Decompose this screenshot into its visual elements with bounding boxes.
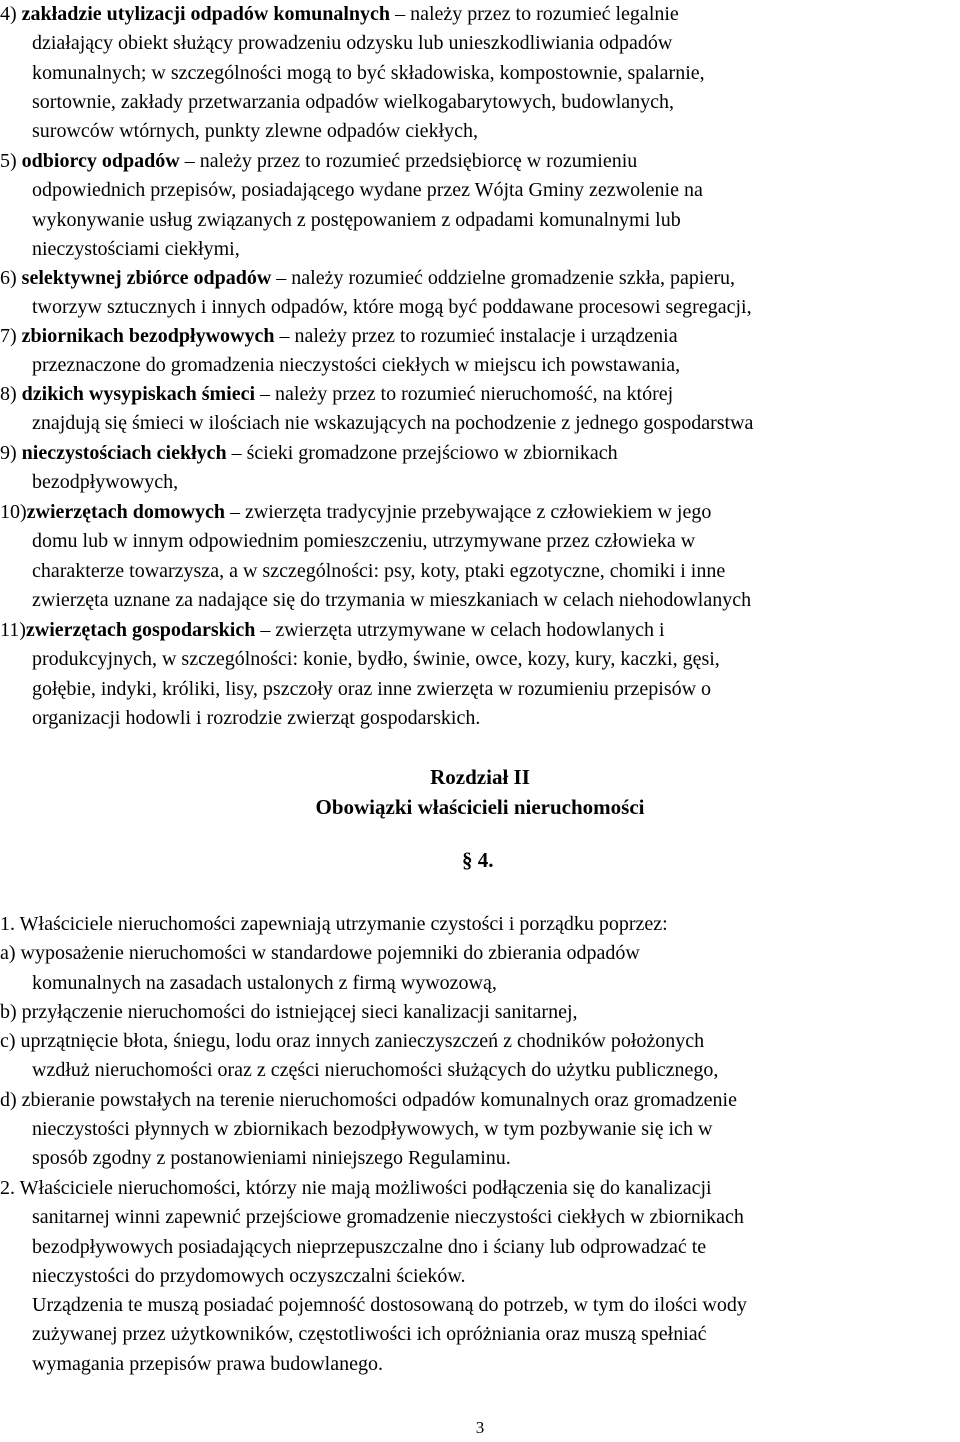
definition-line: zwierzęta uznane za nadające się do trzymania w mieszkaniach w celach niehodowlanych [32, 588, 752, 611]
definition-term: zbiornikach bezodpływowych [21, 325, 275, 347]
chapter-title: Rozdział II [430, 765, 530, 789]
definition-term: zwierzętach domowych [26, 501, 225, 523]
definition-term: zwierzętach gospodarskich [25, 619, 256, 641]
list-item-c-cont: wzdłuż nieruchomości oraz z części nieruchomości służących do użytku publicznego, [32, 1059, 719, 1082]
definition-item-11 [0, 616, 960, 733]
list-item-a-cont: komunalnych na zasadach ustalonych z firmą wywozową, [32, 971, 497, 994]
paragraph-line: bezodpływowych posiadających nieprzepuszczalne dno i ściany lub odprowadzać te [32, 1235, 707, 1258]
definition-item-4 [0, 0, 960, 146]
list-item-d-cont: nieczystości płynnych w zbiornikach bezodpływowych, w tym pozbywanie się ich w [32, 1118, 713, 1141]
definition-line: działający obiekt służący prowadzeniu odzysku lub unieszkodliwiania odpadów [32, 32, 673, 55]
paragraph-line: sanitarnej winni zapewnić przejściowe gromadzenie nieczystości ciekłych w zbiornikach [32, 1206, 744, 1229]
definition-item-10 [0, 498, 960, 615]
definition-number: 5) [0, 150, 17, 172]
definition-term: odbiorcy odpadów [21, 150, 180, 172]
definition-number: 4) [0, 3, 17, 25]
list-item-b: b) przyłączenie nieruchomości do istniejącej sieci kanalizacji sanitarnej, [0, 1000, 578, 1023]
definition-line: bezodpływowych, [32, 471, 179, 494]
definition-line: produkcyjnych, w szczególności: konie, bydło, świnie, owce, kozy, kury, kaczki, gęsi, [32, 648, 720, 671]
definition-line: gołębie, indyki, króliki, lisy, pszczoły oraz inne zwierzęta w rozumieniu przepisów o [32, 677, 712, 700]
definition-number: 11) [0, 619, 26, 641]
paragraph-line: nieczystości do przydomowych oczyszczalni ścieków. [32, 1264, 466, 1287]
definition-line: wykonywanie usług związanych z postępowaniem z odpadami komunalnymi lub [32, 208, 681, 231]
definition-line: domu lub w innym odpowiednim pomieszczeniu, utrzymywane przez człowieka w [32, 530, 696, 553]
definition-line: komunalnych; w szczególności mogą to być składowiska, kompostownie, spalarnie, [32, 61, 705, 84]
definition-line: odpowiednich przepisów, posiadającego wydane przez Wójta Gminy zezwolenie na [32, 179, 703, 202]
definition-line: tworzyw sztucznych i innych odpadów, które mogą być poddawane procesowi segregacji, [32, 296, 752, 319]
definition-text: – zwierzęta utrzymywane w celach hodowlanych i [255, 619, 665, 641]
paragraph-lead: 1. Właściciele nieruchomości zapewniają utrzymanie czystości i porządku poprzez: [0, 913, 668, 935]
definition-text: – należy przez to rozumieć instalacje i urządzenia [274, 325, 678, 347]
list-item-d-cont: sposób zgodny z postanowieniami niniejszego Regulaminu. [32, 1147, 511, 1170]
list-item-a: a) wyposażenie nieruchomości w standardowe pojemniki do zbierania odpadów [0, 942, 640, 965]
section-symbol: § [462, 848, 473, 872]
definition-line: surowców wtórnych, punkty zlewne odpadów ciekłych, [32, 120, 478, 143]
definition-text: – należy przez to rozumieć nieruchomość, na której [255, 383, 674, 405]
definition-term: zakładzie utylizacji odpadów komunalnych [21, 3, 391, 25]
list-item-d: d) zbieranie powstałych na terenie nieruchomości odpadów komunalnych oraz gromadzenie [0, 1088, 737, 1111]
definition-line: charakterze towarzysza, a w szczególności: psy, koty, ptaki egzotyczne, chomiki i inne [32, 559, 726, 582]
definition-text: – zwierzęta tradycyjnie przebywające z człowiekiem w jego [224, 501, 712, 523]
section4-paragraph-1 [0, 910, 960, 1174]
section-number: 4. [477, 848, 494, 872]
definition-line: znajdują się śmieci w ilościach nie wskazujących na pochodzenie z jednego gospodarstwa [32, 412, 754, 435]
definition-item-6 [0, 264, 960, 323]
list-item-c: c) uprzątnięcie błota, śniegu, lodu oraz innych zanieczyszczeń z chodników położonych [0, 1030, 705, 1053]
definition-number: 8) [0, 383, 17, 405]
definition-number: 9) [0, 442, 17, 464]
definition-number: 7) [0, 325, 17, 347]
definition-line: organizacji hodowli i rozrodzie zwierząt gospodarskich. [32, 706, 481, 729]
definition-line: nieczystościami ciekłymi, [32, 237, 240, 260]
chapter-subtitle: Obowiązki właścicieli nieruchomości [315, 795, 645, 819]
definition-text: – ścieki gromadzone przejściowo w zbiornikach [226, 442, 618, 464]
definition-item-7 [0, 322, 960, 381]
section4-paragraph-2 [0, 1174, 960, 1379]
definition-term: dzikich wysypiskach śmieci [21, 383, 256, 405]
paragraph-line: zużywanej przez użytkowników, częstotliwości ich opróżniania oraz muszą spełniać [32, 1323, 707, 1346]
definition-item-8 [0, 380, 960, 439]
definition-line: przeznaczone do gromadzenia nieczystości ciekłych w miejscu ich powstawania, [32, 354, 681, 377]
paragraph-line: wymagania przepisów prawa budowlanego. [32, 1352, 383, 1375]
definition-text: – należy przez to rozumieć legalnie [390, 3, 679, 25]
definition-item-5 [0, 147, 960, 264]
definition-item-9 [0, 439, 960, 498]
paragraph-line: Urządzenia te muszą posiadać pojemność dostosowaną do potrzeb, w tym do ilości wody [32, 1294, 747, 1317]
definition-term: nieczystościach ciekłych [21, 442, 227, 464]
paragraph-line: 2. Właściciele nieruchomości, którzy nie mają możliwości podłączenia się do kanalizacji [0, 1177, 712, 1199]
definition-text: – należy rozumieć oddzielne gromadzenie szkła, papieru, [271, 267, 735, 289]
definition-number: 6) [0, 267, 17, 289]
definition-term: selektywnej zbiórce odpadów [21, 267, 272, 289]
definition-line: sortownie, zakłady przetwarzania odpadów wielkogabarytowych, budowlanych, [32, 90, 675, 113]
section-heading [462, 846, 494, 875]
definition-number: 10) [0, 501, 27, 523]
definition-text: – należy przez to rozumieć przedsiębiorcę w rozumieniu [179, 150, 638, 172]
page-number: 3 [475, 1418, 485, 1437]
